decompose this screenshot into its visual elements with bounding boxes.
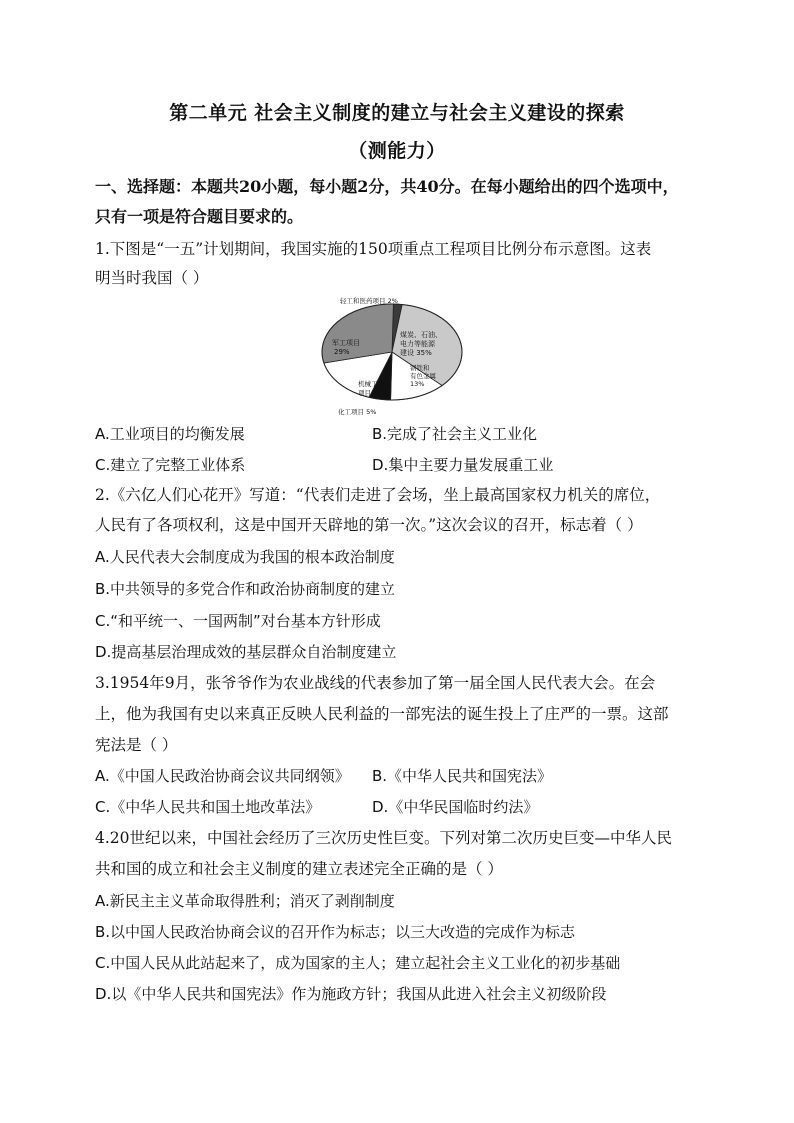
question-3-stem-line-1: 3.1954年9月，张爷爷作为农业战线的代表参加了第一届全国人民代表大会。在会 bbox=[95, 674, 656, 692]
pie-label-energy-3: 建设 35% bbox=[400, 349, 432, 357]
question-2-option-c: C.“和平统一、一国两制”对台基本方针形成 bbox=[95, 612, 381, 630]
pie-label-military-1: 军工项目 bbox=[332, 339, 360, 347]
pie-label-light: 轻工和医药项目 2% bbox=[340, 297, 398, 305]
question-3-option-b: B.《中华人民共和国宪法》 bbox=[372, 767, 553, 785]
question-2-option-a: A.人民代表大会制度成为我国的根本政治制度 bbox=[95, 548, 395, 566]
question-3-stem-line-3: 宪法是（ ） bbox=[95, 736, 178, 754]
question-1-stem-line-2: 明当时我国（ ） bbox=[95, 269, 209, 287]
page-title: 第二单元 社会主义制度的建立与社会主义建设的探索 bbox=[169, 102, 625, 124]
pie-label-energy-2: 电力等能源 bbox=[400, 340, 435, 348]
pie-label-steel-2: 有色金属 bbox=[410, 372, 436, 380]
section-heading-cont: 只有一项是符合题目要求的。 bbox=[95, 207, 304, 226]
question-3-option-a: A.《中国人民政治协商会议共同纲领》 bbox=[95, 767, 350, 785]
question-1-option-b: B.完成了社会主义工业化 bbox=[372, 425, 538, 443]
question-2-stem-line-1: 2.《六亿人们心花开》写道：“代表们走进了会场，坐上最高国家权力机关的席位， bbox=[95, 486, 661, 504]
question-4-option-a: A.新民主主义革命取得胜利；消灭了剥削制度 bbox=[95, 892, 395, 910]
pie-chart bbox=[320, 290, 490, 418]
pie-label-steel-3: 13% bbox=[410, 380, 425, 388]
page-subtitle: （测能力） bbox=[348, 140, 446, 162]
question-4-option-b: B.以中国人民政治协商会议的召开作为标志；以三大改造的完成作为标志 bbox=[95, 923, 576, 941]
pie-label-mech-1: 机械工业 bbox=[358, 380, 384, 388]
question-4-option-d: D.以《中华人民共和国宪法》作为施政方针；我国从此进入社会主义初级阶段 bbox=[95, 985, 607, 1003]
question-3-stem-line-2: 上，他为我国有史以来真正反映人民利益的一部宪法的诞生投上了庄严的一票。这部 bbox=[95, 705, 669, 723]
question-1-option-c: C.建立了完整工业体系 bbox=[95, 456, 246, 474]
section-heading: 一、选择题：本题共20小题，每小题2分，共40分。在每小题给出的四个选项中， bbox=[95, 177, 679, 196]
pie-label-military-2: 29% bbox=[334, 348, 350, 356]
pie-label-energy-1: 煤炭、石油、 bbox=[400, 331, 442, 339]
question-3-option-d: D.《中华民国临时约法》 bbox=[372, 798, 539, 816]
question-2-option-d: D.提高基层治理成效的基层群众自治制度建立 bbox=[95, 643, 397, 661]
question-2-option-b: B.中共领导的多党合作和政治协商制度的建立 bbox=[95, 580, 396, 598]
question-3-option-c: C.《中华人民共和国土地改革法》 bbox=[95, 798, 321, 816]
question-4-stem-line-1: 4.20世纪以来，中国社会经历了三次历史性巨变。下列对第二次历史巨变—中华人民 bbox=[95, 829, 673, 847]
question-4-option-c: C.中国人民从此站起来了，成为国家的主人；建立起社会主义工业化的初步基础 bbox=[95, 954, 621, 972]
question-1-stem-line-1: 1.下图是“一五”计划期间，我国实施的150项重点工程项目比例分布示意图。这表 bbox=[95, 240, 652, 258]
question-1-option-a: A.工业项目的均衡发展 bbox=[95, 425, 245, 443]
pie-label-mech-2: 项目 16% bbox=[358, 389, 388, 397]
pie-label-chem: 化工项目 5% bbox=[338, 408, 377, 416]
question-4-stem-line-2: 共和国的成立和社会主义制度的建立表述完全正确的是（ ） bbox=[95, 860, 503, 878]
question-2-stem-line-2: 人民有了各项权利，这是中国开天辟地的第一次。”这次会议的召开，标志着（ ） bbox=[95, 516, 643, 534]
question-1-option-d: D.集中主要力量发展重工业 bbox=[372, 456, 554, 474]
pie-label-steel-1: 钢铁和 bbox=[410, 364, 430, 372]
